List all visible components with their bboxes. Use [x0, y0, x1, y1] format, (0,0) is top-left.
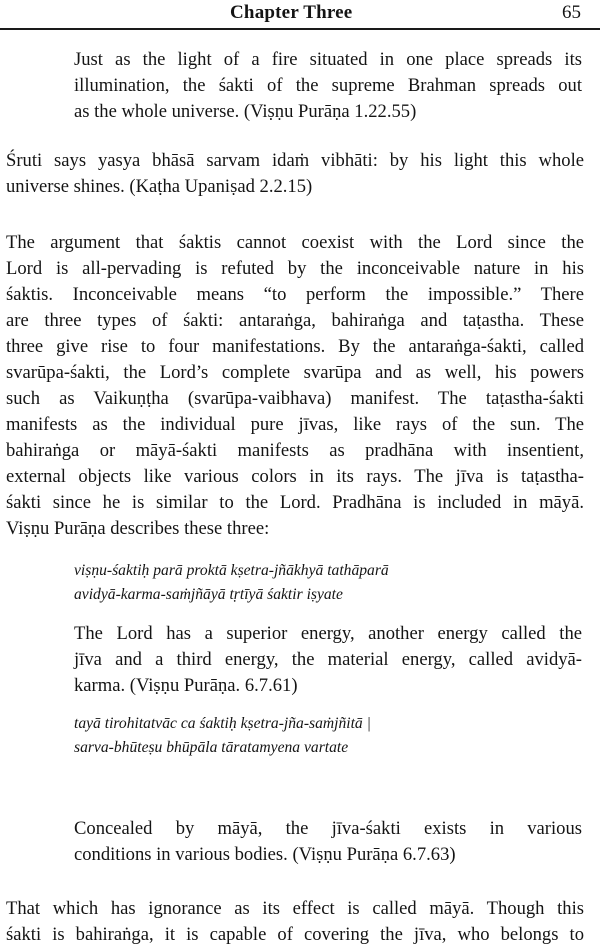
chapter-title: Chapter Three	[230, 2, 353, 23]
running-header	[0, 0, 600, 36]
sanskrit-verse-2	[74, 712, 371, 760]
text-line: conditions in various bodies. (Viṣṇu Purāṇa 6.7.63)	[74, 844, 456, 865]
text-line: such as Vaikuṇṭha (svarūpa-vaibhava) manifest. The taṭastha-śakti	[6, 388, 584, 409]
page-number: 65	[562, 2, 581, 23]
verse-line: sarva-bhūteṣu bhūpāla tāratamyena vartate	[74, 739, 349, 756]
text-line: śaktis. Inconceivable means “to perform the impossible.” There	[6, 284, 584, 305]
text-line: Viṣṇu Purāṇa describes these three:	[6, 518, 270, 539]
text-line: as the whole universe. (Viṣṇu Purāṇa 1.22.55)	[74, 101, 417, 122]
text-line: are three types of śakti: antaraṅga, bahiraṅga and taṭastha. These	[6, 310, 584, 331]
text-line: illumination, the śakti of the supreme Brahman spreads out	[74, 75, 582, 96]
text-line: The Lord has a superior energy, another energy called the	[74, 623, 582, 644]
header-rule	[0, 28, 600, 30]
text-line: universe shines. (Kaṭha Upaniṣad 2.2.15)	[6, 176, 313, 197]
sanskrit-verse-1	[74, 559, 389, 607]
text-line: śakti is bahiraṅga, it is capable of covering the jīva, who belongs to	[6, 924, 584, 945]
text-line: Lord is all-pervading is refuted by the inconceivable nature in his	[6, 258, 584, 279]
text-line: That which has ignorance as its effect is called māyā. Though this	[6, 898, 584, 919]
text-line: śakti since he is similar to the Lord. Pradhāna is included in māyā.	[6, 492, 584, 513]
verse-line: viṣṇu-śaktiḥ parā proktā kṣetra-jñākhyā tathāparā	[74, 562, 389, 579]
text-line: The argument that śaktis cannot coexist with the Lord since the	[6, 232, 584, 253]
text-line: Śruti says yasya bhāsā sarvam idaṁ vibhāti: by his light this whole	[6, 150, 584, 171]
text-line: svarūpa-śakti, the Lord’s complete svarūpa and as well, his powers	[6, 362, 584, 383]
verse-line: avidyā-karma-saṁjñāyā tṛtīyā śaktir iṣyate	[74, 586, 343, 603]
text-line: Concealed by māyā, the jīva-śakti exists in various	[74, 818, 582, 839]
text-line: three give rise to four manifestations. By the antaraṅga-śakti, called	[6, 336, 584, 357]
text-line: jīva and a third energy, the material energy, called avidyā-	[74, 649, 582, 670]
text-line: manifests as the individual pure jīvas, like rays of the sun. The	[6, 414, 584, 435]
text-line: external objects like various colors in its rays. The jīva is taṭastha-	[6, 466, 584, 487]
text-line: bahiraṅga or māyā-śakti manifests as pradhāna with insentient,	[6, 440, 584, 461]
verse-line: tayā tirohitatvāc ca śaktiḥ kṣetra-jña-saṁjñitā |	[74, 715, 371, 732]
text-line: karma. (Viṣṇu Purāṇa. 6.7.61)	[74, 675, 298, 696]
text-line: Just as the light of a fire situated in one place spreads its	[74, 49, 582, 70]
